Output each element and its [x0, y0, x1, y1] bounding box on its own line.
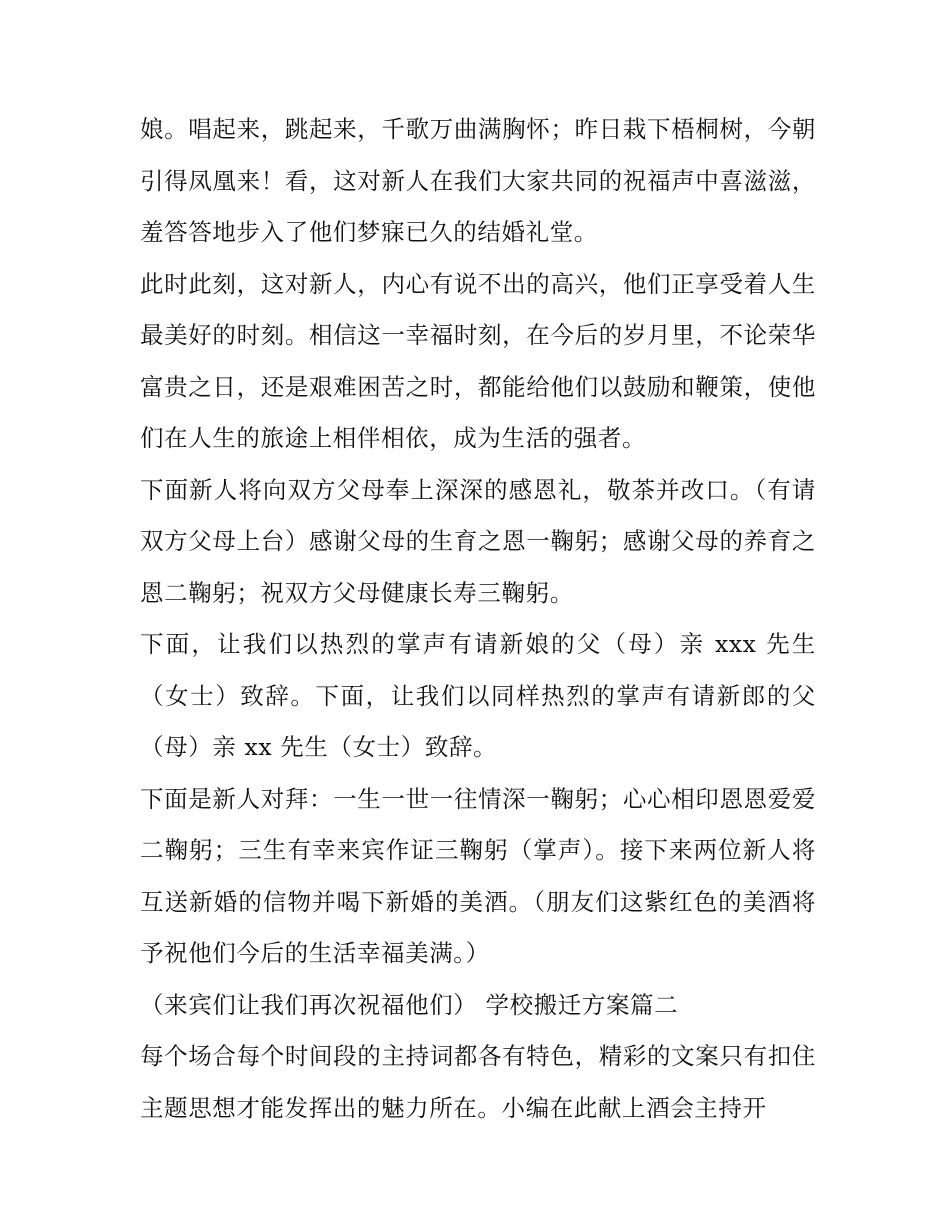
paragraph: 下面是新人对拜：一生一世一往情深一鞠躬；心心相印恩恩爱爱二鞠躬；三生有幸来宾作证三鞠躬（掌声）。接下来两位新人将互送新婚的信物并喝下新婚的美酒。（朋友们这紫红色的美酒将予祝他们今后的生活幸福美满。）: [140, 784, 816, 967]
paragraph: 每个场合每个时间段的主持词都各有特色，精彩的文案只有扣住主题思想才能发挥出的魅力所在。小编在此献上酒会主持开: [140, 1042, 816, 1122]
section-heading: （来宾们让我们再次祝福他们） 学校搬迁方案篇二: [140, 990, 679, 1019]
paragraph: 娘。唱起来，跳起来，千歌万曲满胸怀；昨日栽下梧桐树，今朝引得凤凰来！看，这对新人在我们大家共同的祝福声中喜滋滋，羞答答地步入了他们梦寐已久的结婚礼堂。: [140, 115, 816, 246]
paragraph: 此时此刻，这对新人，内心有说不出的高兴，他们正享受着人生最美好的时刻。相信这一幸福时刻，在今后的岁月里，不论荣华富贵之日，还是艰难困苦之时，都能给他们以鼓励和鞭策，使他们在人生的旅途上相伴相依，成为生活的强者。: [140, 269, 816, 452]
paragraph: 下面新人将向双方父母奉上深深的感恩礼，敬茶并改口。（有请双方父母上台）感谢父母的生育之恩一鞠躬；感谢父母的养育之恩二鞠躬；祝双方父母健康长寿三鞠躬。: [140, 475, 816, 607]
document-body: [140, 104, 816, 1134]
paragraph: 下面，让我们以热烈的掌声有请新娘的父（母）亲 xxx 先生（女士）致辞。下面，让我们以同样热烈的掌声有请新郎的父（母）亲 xx 先生（女士）致辞。: [140, 630, 816, 761]
